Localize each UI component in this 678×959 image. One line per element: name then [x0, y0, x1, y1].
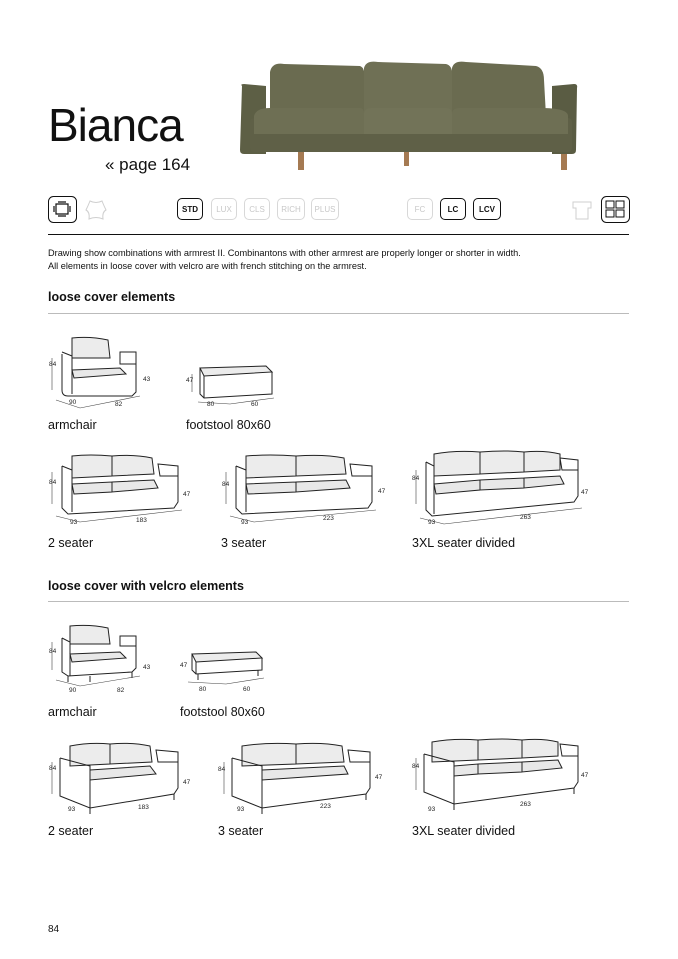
dim-seat: 47: [183, 779, 191, 786]
tag-rich: RICH: [277, 198, 305, 220]
velcro-armchair-drawing: [50, 622, 150, 692]
modular-elements-icon: [601, 196, 631, 224]
velcro-3xl-seater-drawing: [414, 736, 594, 816]
dim-seat: 47: [183, 491, 191, 498]
sofa-photo: [240, 58, 580, 173]
velcro-3-seater-drawing: [222, 740, 382, 815]
dim-width: 223: [320, 803, 331, 810]
dim-height: 84: [412, 475, 420, 482]
dim-depth: 90: [69, 687, 77, 694]
header-divider: [48, 234, 629, 235]
section-title-loose: loose cover elements: [48, 290, 176, 304]
dim-height: 47: [180, 662, 188, 669]
dim-width: 183: [136, 517, 147, 524]
dim-depth: 60: [251, 401, 259, 408]
tag-lux: LUX: [211, 198, 237, 220]
velcro-3xl-seater-label: 3XL seater divided: [412, 824, 516, 838]
dim-depth: 90: [69, 399, 77, 406]
dim-depth: 93: [68, 806, 76, 813]
page-reference-link[interactable]: « page 164: [105, 155, 191, 174]
description-note: [48, 247, 628, 272]
dim-height: 47: [186, 377, 194, 384]
dim-height: 84: [49, 765, 57, 772]
dim-width: 223: [323, 515, 334, 522]
section-divider-velcro: [48, 601, 629, 602]
tag-plus: PLUS: [311, 198, 339, 220]
dim-width: 263: [520, 801, 531, 808]
dim-seat: 47: [378, 488, 386, 495]
section-title-velcro: loose cover with velcro elements: [48, 579, 244, 593]
dim-width: 82: [115, 401, 123, 408]
dim-height: 84: [222, 481, 230, 488]
dim-height: 84: [49, 361, 57, 368]
fabric-category-icon: [48, 196, 78, 224]
loose-3-seater-label: 3 seater: [221, 536, 267, 550]
leather-icon: [84, 198, 108, 222]
loose-armchair-label: armchair: [48, 418, 97, 432]
loose-3-seater-drawing: [224, 452, 384, 527]
dim-depth: 93: [428, 806, 436, 813]
tag-lcv: LCV: [473, 198, 501, 220]
velcro-2-seater-drawing: [50, 740, 190, 815]
page-title: Bianca: [48, 99, 183, 151]
dim-height: 84: [49, 648, 57, 655]
note-line-2: All elements in loose cover with velcro are with french stitching on the armrest.: [48, 260, 367, 271]
section-divider-loose: [48, 313, 629, 314]
dim-width: 80: [207, 401, 215, 408]
dim-depth: 93: [241, 519, 249, 526]
loose-2-seater-drawing: [50, 452, 190, 527]
dim-width: 183: [138, 804, 149, 811]
dim-height: 84: [49, 479, 57, 486]
loose-footstool-drawing: [190, 360, 280, 410]
dim-seat: 47: [581, 489, 589, 496]
tag-cls: CLS: [244, 198, 270, 220]
dim-width: 80: [199, 686, 207, 693]
loose-2-seater-label: 2 seater: [48, 536, 94, 550]
velcro-2-seater-label: 2 seater: [48, 824, 94, 838]
dim-width: 82: [117, 687, 125, 694]
tag-fc: FC: [407, 198, 433, 220]
dim-depth: 93: [237, 806, 245, 813]
tag-std: STD: [177, 198, 203, 220]
dim-height: 84: [412, 763, 420, 770]
dim-height: 84: [218, 766, 226, 773]
dim-width: 263: [520, 514, 531, 521]
dim-depth: 93: [70, 519, 78, 526]
loose-footstool-label: footstool 80x60: [186, 418, 271, 432]
velcro-3-seater-label: 3 seater: [218, 824, 264, 838]
loose-armchair-drawing: [50, 334, 150, 409]
dim-seat: 43: [143, 664, 151, 671]
dim-depth: 60: [243, 686, 251, 693]
dim-seat: 43: [143, 376, 151, 383]
dim-depth: 93: [428, 519, 436, 526]
velcro-armchair-label: armchair: [48, 705, 97, 719]
tag-lc: LC: [440, 198, 466, 220]
page-number: 84: [48, 924, 60, 935]
cover-shape-icon: [570, 198, 594, 222]
velcro-footstool-label: footstool 80x60: [180, 705, 265, 719]
dim-seat: 47: [375, 774, 383, 781]
note-line-1: Drawing show combinations with armrest II. Combinantons with other armrest are properly longer or shorter in width.: [48, 248, 521, 258]
dim-seat: 47: [581, 772, 589, 779]
loose-3xl-seater-drawing: [414, 448, 594, 528]
loose-3xl-seater-label: 3XL seater divided: [412, 536, 516, 550]
